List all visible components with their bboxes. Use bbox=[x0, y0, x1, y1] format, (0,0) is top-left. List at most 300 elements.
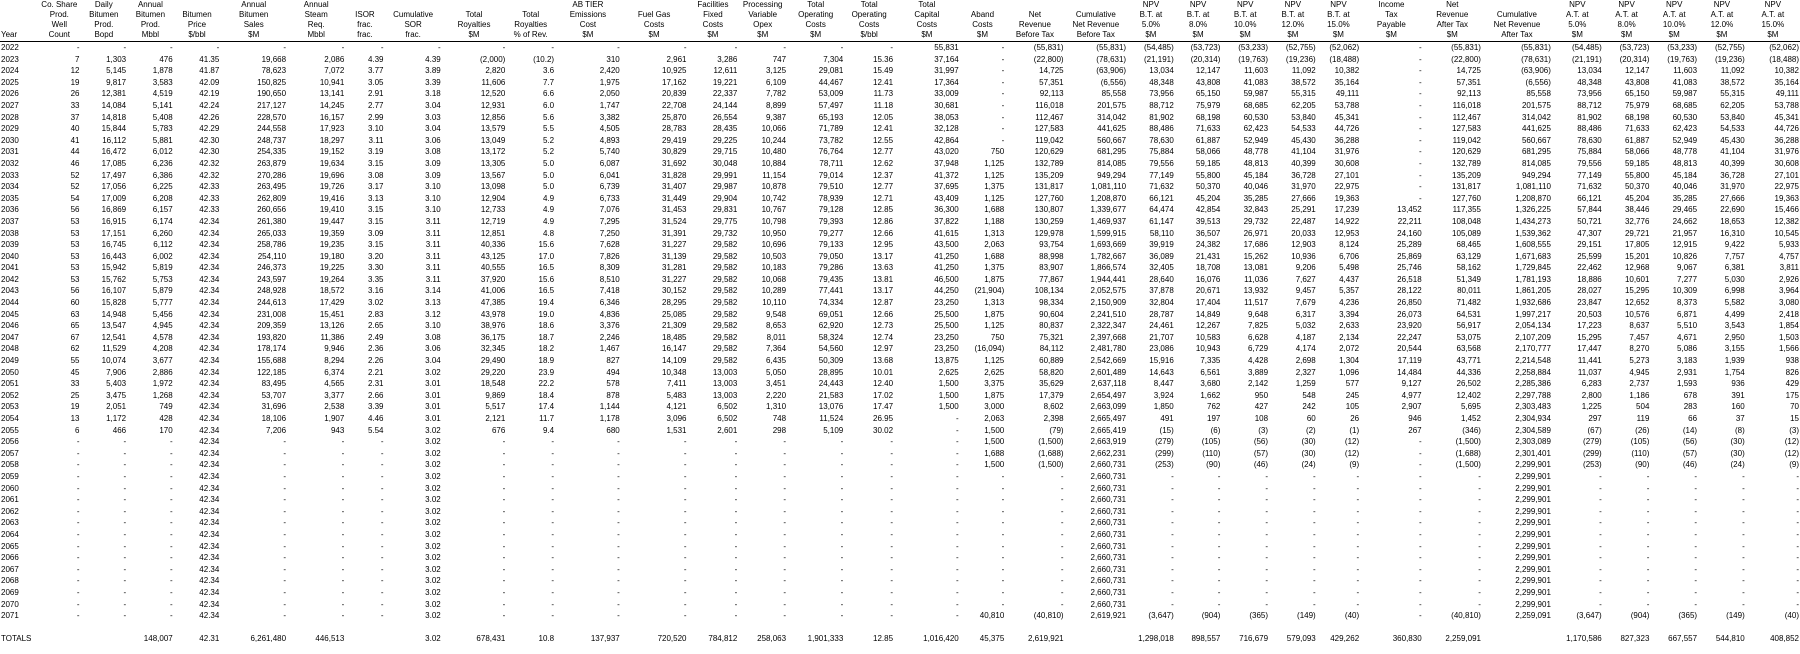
value-cell: - bbox=[1418, 170, 1422, 180]
value-cell: 3,382 bbox=[599, 112, 620, 122]
value-cell: 2,299,901 bbox=[1515, 541, 1551, 551]
value-cell: 79,556 bbox=[1149, 158, 1174, 168]
column-header-cell: Costs bbox=[805, 20, 826, 29]
value-cell: - bbox=[617, 553, 620, 563]
value-cell: 1,125 bbox=[984, 321, 1005, 331]
value-cell: - bbox=[1001, 89, 1005, 99]
value-cell: 29,582 bbox=[712, 263, 738, 273]
value-cell: - bbox=[380, 495, 384, 505]
value-cell: 193,820 bbox=[257, 332, 287, 342]
value-cell: 3.30 bbox=[367, 263, 384, 273]
value-cell: 36,728 bbox=[1291, 170, 1316, 180]
value-cell: 2,134 bbox=[1339, 332, 1360, 342]
value-cell: 2,299,901 bbox=[1515, 471, 1551, 481]
total-cell: 678,431 bbox=[476, 633, 506, 643]
value-cell: 22,975 bbox=[1774, 182, 1799, 192]
value-cell: - bbox=[1313, 564, 1316, 574]
value-cell: 29,419 bbox=[662, 135, 687, 145]
value-cell: 52,949 bbox=[1243, 135, 1269, 145]
value-cell: 35,285 bbox=[1243, 193, 1269, 203]
value-cell: 42.32 bbox=[199, 170, 220, 180]
year-cell: 2050 bbox=[1, 367, 19, 377]
column-header-cell: Royalties bbox=[514, 20, 548, 29]
value-cell: 88,712 bbox=[1577, 100, 1602, 110]
value-cell: 2,063 bbox=[984, 240, 1005, 250]
value-cell: 201,575 bbox=[1097, 100, 1127, 110]
value-cell: 8,309 bbox=[599, 263, 620, 273]
value-cell: 21,583 bbox=[818, 390, 844, 400]
value-cell: - bbox=[1742, 506, 1745, 516]
value-cell: - bbox=[617, 529, 620, 539]
value-cell: 29,582 bbox=[712, 356, 738, 366]
value-cell: - bbox=[956, 495, 959, 505]
value-cell: 7,411 bbox=[667, 379, 687, 389]
value-cell: - bbox=[123, 448, 127, 458]
value-cell: - bbox=[783, 518, 787, 528]
value-cell: - bbox=[1478, 471, 1481, 481]
value-cell: 7,628 bbox=[599, 240, 620, 250]
total-cell: 2,259,091 bbox=[1445, 633, 1481, 643]
value-cell: 31,524 bbox=[662, 216, 687, 226]
value-cell: 16,147 bbox=[662, 344, 687, 354]
value-cell: 71,632 bbox=[1577, 182, 1602, 192]
year-cell: 2024 bbox=[1, 66, 19, 76]
value-cell: - bbox=[683, 564, 687, 574]
value-cell: 2,481,780 bbox=[1090, 344, 1127, 354]
value-cell: 53 bbox=[70, 228, 80, 238]
value-cell: - bbox=[683, 611, 687, 621]
value-cell: 243,597 bbox=[257, 274, 287, 284]
value-cell: 2,301,401 bbox=[1515, 448, 1551, 458]
value-cell: 1,608,555 bbox=[1515, 240, 1551, 250]
value-cell: - bbox=[1742, 564, 1745, 574]
value-cell: 3.02 bbox=[425, 437, 441, 447]
value-cell: 13,003 bbox=[712, 390, 738, 400]
value-cell: 28,295 bbox=[662, 298, 687, 308]
value-cell: - bbox=[170, 506, 173, 516]
value-cell: 1,208,870 bbox=[1090, 193, 1127, 203]
value-cell: - bbox=[170, 564, 173, 574]
value-cell: - bbox=[1265, 483, 1269, 493]
value-cell: 13,034 bbox=[1149, 66, 1174, 76]
value-cell: 19,410 bbox=[319, 205, 345, 215]
value-cell: - bbox=[1313, 483, 1316, 493]
value-cell: 13.17 bbox=[873, 251, 894, 261]
value-cell: 3.04 bbox=[425, 356, 441, 366]
value-cell: (78,631) bbox=[1096, 54, 1127, 64]
value-cell: 45,341 bbox=[1774, 112, 1799, 122]
value-cell: - bbox=[1060, 576, 1064, 586]
value-cell: - bbox=[783, 529, 787, 539]
value-cell: 6,561 bbox=[1200, 367, 1221, 377]
value-cell: 4,945 bbox=[152, 321, 173, 331]
value-cell: 53 bbox=[70, 216, 80, 226]
value-cell: - bbox=[890, 460, 894, 470]
value-cell: 12.41 bbox=[873, 77, 894, 87]
value-cell: 2.49 bbox=[367, 332, 384, 342]
value-cell: 42.34 bbox=[199, 414, 220, 423]
value-cell: 45,204 bbox=[1195, 193, 1221, 203]
value-cell: 79,133 bbox=[818, 240, 844, 250]
value-cell: 3,376 bbox=[599, 321, 620, 331]
value-cell: 14,725 bbox=[1456, 66, 1481, 76]
value-cell: 3.15 bbox=[367, 205, 384, 215]
value-cell: 2,907 bbox=[1401, 402, 1422, 412]
value-cell: - bbox=[1742, 541, 1745, 551]
value-cell: 25,599 bbox=[1577, 251, 1602, 261]
value-cell: 2,660,731 bbox=[1090, 506, 1127, 516]
value-cell: 5,456 bbox=[152, 309, 173, 319]
value-cell: 2,299,901 bbox=[1515, 576, 1551, 586]
value-cell: 2,050 bbox=[599, 89, 620, 99]
value-cell: 504 bbox=[1636, 402, 1650, 412]
value-cell: - bbox=[1646, 599, 1650, 609]
value-cell: 22,487 bbox=[1291, 216, 1316, 226]
value-cell: - bbox=[502, 599, 506, 609]
year-cell: 2069 bbox=[1, 587, 19, 597]
value-cell: 29,582 bbox=[712, 240, 738, 250]
value-cell: - bbox=[1478, 599, 1481, 609]
value-cell: 132,789 bbox=[1452, 158, 1481, 168]
value-cell: - bbox=[956, 529, 959, 539]
value-cell: (63,906) bbox=[1521, 66, 1551, 76]
value-cell: 85,558 bbox=[1101, 89, 1127, 99]
value-cell: 24,461 bbox=[1149, 321, 1174, 331]
value-cell: 2,950 bbox=[1724, 332, 1745, 342]
value-cell: 15,762 bbox=[101, 274, 127, 284]
value-cell: 8,011 bbox=[766, 332, 787, 342]
value-cell: 9,817 bbox=[106, 77, 127, 87]
value-cell: 7,825 bbox=[1248, 321, 1269, 331]
column-header-cell bbox=[1065, 0, 1128, 10]
value-cell: 10,503 bbox=[761, 251, 787, 261]
value-cell: 6,174 bbox=[152, 216, 173, 226]
value-cell: 5,517 bbox=[485, 402, 506, 412]
value-cell: 476 bbox=[159, 54, 173, 64]
value-cell: 43,125 bbox=[480, 251, 506, 261]
value-cell: 3.02 bbox=[425, 483, 441, 493]
header-row bbox=[0, 20, 1800, 30]
value-cell: 71,633 bbox=[1195, 124, 1221, 134]
value-cell: 43,978 bbox=[480, 309, 506, 319]
value-cell: - bbox=[617, 460, 620, 470]
value-cell: 117,355 bbox=[1452, 205, 1481, 215]
value-cell: 190,650 bbox=[257, 89, 287, 99]
value-cell: 10,110 bbox=[762, 298, 787, 308]
value-cell: - bbox=[1171, 506, 1174, 516]
value-cell: 12.55 bbox=[873, 135, 894, 145]
value-cell: - bbox=[956, 553, 959, 563]
total-cell: 1,901,333 bbox=[807, 633, 844, 643]
value-cell: 45 bbox=[70, 367, 80, 377]
value-cell: 10,826 bbox=[1672, 251, 1698, 261]
value-cell: 10,941 bbox=[319, 77, 345, 87]
value-cell: 3.15 bbox=[367, 240, 384, 250]
value-cell: 65 bbox=[70, 321, 80, 331]
value-cell: 36,507 bbox=[1195, 228, 1221, 238]
value-cell: - bbox=[956, 425, 959, 435]
value-cell: (19,236) bbox=[1714, 54, 1745, 64]
value-cell: 3.02 bbox=[425, 599, 441, 609]
value-cell: 42.26 bbox=[199, 112, 220, 122]
year-cell: 2039 bbox=[1, 240, 19, 250]
value-cell: 56 bbox=[70, 286, 80, 296]
value-cell: (90) bbox=[1206, 460, 1221, 470]
column-header-cell: $M bbox=[555, 30, 621, 42]
value-cell: 8,602 bbox=[1043, 402, 1064, 412]
value-cell: - bbox=[1796, 564, 1799, 574]
value-cell: - bbox=[1646, 518, 1650, 528]
table-row bbox=[0, 88, 1800, 100]
value-cell: (46) bbox=[1682, 460, 1698, 470]
value-cell: - bbox=[617, 576, 620, 586]
value-cell: 8,447 bbox=[1153, 379, 1174, 389]
value-cell: 41,083 bbox=[1672, 77, 1698, 87]
value-cell: 429 bbox=[1785, 379, 1799, 389]
value-cell: - bbox=[380, 43, 384, 52]
column-header-cell: $M bbox=[1360, 30, 1423, 42]
value-cell: - bbox=[956, 437, 959, 447]
value-cell: 42.34 bbox=[199, 286, 220, 296]
column-header-cell: Bitumen bbox=[182, 10, 212, 19]
table-row bbox=[0, 425, 1800, 437]
value-cell: - bbox=[617, 448, 620, 458]
value-cell: 53,009 bbox=[818, 89, 844, 99]
value-cell: 27,101 bbox=[1334, 170, 1360, 180]
value-cell: - bbox=[341, 437, 345, 447]
value-cell: 12.66 bbox=[873, 309, 894, 319]
value-cell: - bbox=[1356, 518, 1360, 528]
value-cell: - bbox=[1646, 495, 1650, 505]
value-cell: 1,671,683 bbox=[1515, 251, 1551, 261]
value-cell: 14,849 bbox=[1195, 309, 1221, 319]
value-cell: 8,270 bbox=[1629, 344, 1650, 354]
value-cell: 23,250 bbox=[934, 344, 959, 354]
value-cell: 270,286 bbox=[257, 170, 287, 180]
value-cell: - bbox=[502, 576, 506, 586]
value-cell: - bbox=[1171, 564, 1174, 574]
value-cell: 18.6 bbox=[538, 321, 555, 331]
value-cell: 748 bbox=[772, 414, 787, 423]
value-cell: - bbox=[1217, 541, 1221, 551]
header-row bbox=[0, 0, 1800, 10]
value-cell: 1,188 bbox=[984, 216, 1005, 226]
value-cell: 4,505 bbox=[599, 124, 620, 134]
value-cell: - bbox=[1356, 599, 1360, 609]
value-cell: 31,976 bbox=[1334, 147, 1360, 157]
column-header-cell: Annual bbox=[137, 0, 163, 9]
value-cell: 14,109 bbox=[662, 356, 687, 366]
column-header-cell: % of Rev. bbox=[506, 30, 555, 42]
value-cell: 3,680 bbox=[1200, 379, 1221, 389]
value-cell: 8,510 bbox=[599, 274, 620, 284]
value-cell: - bbox=[1796, 506, 1799, 516]
value-cell: 9,422 bbox=[1724, 240, 1745, 250]
table-row bbox=[0, 320, 1800, 332]
value-cell: 1,208,870 bbox=[1515, 193, 1551, 203]
value-cell: 2,660,731 bbox=[1090, 483, 1127, 493]
year-cell: 2054 bbox=[1, 414, 19, 423]
value-cell: - bbox=[76, 471, 80, 481]
value-cell: 45,430 bbox=[1291, 135, 1316, 145]
value-cell: 2,297,788 bbox=[1515, 390, 1551, 400]
value-cell: 30,048 bbox=[712, 158, 738, 168]
column-header-cell: $M bbox=[1269, 30, 1317, 42]
value-cell: 119,042 bbox=[1452, 135, 1481, 145]
value-cell: (21,904) bbox=[974, 286, 1005, 296]
value-cell: - bbox=[1313, 495, 1316, 505]
value-cell: 6,386 bbox=[152, 170, 173, 180]
value-cell: 63,129 bbox=[1456, 251, 1481, 261]
value-cell: 950 bbox=[1254, 390, 1269, 400]
column-header-cell: 8.0% bbox=[1188, 20, 1208, 29]
value-cell: - bbox=[783, 471, 787, 481]
value-cell: (9) bbox=[1789, 460, 1799, 470]
value-cell: 62 bbox=[70, 344, 80, 354]
value-cell: 42.33 bbox=[199, 182, 220, 192]
value-cell: 3.02 bbox=[425, 495, 441, 505]
value-cell: - bbox=[1646, 564, 1650, 574]
value-cell: 37 bbox=[70, 112, 80, 122]
value-cell: 578 bbox=[606, 379, 620, 389]
column-header-cell: $M bbox=[1603, 30, 1651, 42]
value-cell: - bbox=[1001, 124, 1005, 134]
value-cell: 8,124 bbox=[1339, 240, 1360, 250]
total-cell: 784,812 bbox=[708, 633, 738, 643]
value-cell: 4,428 bbox=[1248, 356, 1269, 366]
column-header-cell: 15.0% bbox=[1327, 20, 1350, 29]
value-cell: 16,745 bbox=[101, 240, 127, 250]
column-header-cell: NPV bbox=[1236, 0, 1254, 9]
value-cell: 31,281 bbox=[662, 263, 687, 273]
value-cell: - bbox=[956, 460, 959, 470]
value-cell: 24,443 bbox=[818, 379, 844, 389]
value-cell: 35,164 bbox=[1774, 77, 1799, 87]
column-header-cell: frac. bbox=[385, 30, 442, 42]
value-cell: 10,936 bbox=[1291, 251, 1316, 261]
value-cell: 33 bbox=[70, 100, 80, 110]
value-cell: 3.02 bbox=[425, 541, 441, 551]
column-header-cell: Steam bbox=[304, 10, 328, 19]
value-cell: - bbox=[617, 587, 620, 597]
value-cell: 1,866,574 bbox=[1090, 263, 1127, 273]
value-cell: 108 bbox=[1254, 414, 1269, 423]
value-cell: 4,977 bbox=[1401, 390, 1422, 400]
value-cell: 22,975 bbox=[1334, 182, 1360, 192]
value-cell: (279) bbox=[1155, 437, 1174, 447]
value-cell: 749 bbox=[159, 402, 173, 412]
value-cell: - bbox=[502, 541, 506, 551]
value-cell: 3.08 bbox=[425, 147, 441, 157]
value-cell: - bbox=[1001, 506, 1005, 516]
column-header-cell: Costs bbox=[916, 20, 938, 29]
value-cell: (19,236) bbox=[1285, 54, 1316, 64]
total-cell: 716,679 bbox=[1239, 633, 1269, 643]
value-cell: 42.34 bbox=[199, 309, 220, 319]
value-cell: - bbox=[840, 483, 844, 493]
value-cell: 10,480 bbox=[761, 147, 787, 157]
value-cell: 2,299,901 bbox=[1515, 495, 1551, 505]
value-cell: 314,042 bbox=[1097, 112, 1127, 122]
value-cell: - bbox=[734, 483, 738, 493]
value-cell: - bbox=[1171, 495, 1174, 505]
value-cell: 15.49 bbox=[873, 66, 894, 76]
value-cell: 42.34 bbox=[199, 587, 220, 597]
value-cell: (30) bbox=[1730, 437, 1745, 447]
value-cell: 4,437 bbox=[1339, 274, 1360, 284]
value-cell: 58,820 bbox=[1039, 367, 1064, 377]
value-cell: 2,660,731 bbox=[1090, 495, 1127, 505]
value-cell: 40,399 bbox=[1291, 158, 1316, 168]
value-cell: 8,653 bbox=[766, 321, 787, 331]
value-cell: 2,538 bbox=[324, 402, 345, 412]
value-cell: 31,696 bbox=[261, 402, 287, 412]
value-cell: - bbox=[502, 553, 506, 563]
value-cell: 1,850 bbox=[1153, 402, 1174, 412]
value-cell: 4,836 bbox=[599, 309, 620, 319]
value-cell: 2.65 bbox=[367, 321, 384, 331]
value-cell: 3.11 bbox=[425, 251, 441, 261]
table-row bbox=[0, 332, 1800, 344]
value-cell: - bbox=[890, 541, 894, 551]
value-cell: (299) bbox=[1155, 448, 1174, 458]
value-cell: - bbox=[76, 506, 80, 516]
value-cell: 84,112 bbox=[1039, 344, 1064, 354]
value-cell: - bbox=[1265, 518, 1269, 528]
value-cell: 15,942 bbox=[101, 263, 127, 273]
value-cell: (6,556) bbox=[1525, 77, 1551, 87]
table-row bbox=[0, 204, 1800, 216]
year-cell: 2045 bbox=[1, 309, 19, 319]
value-cell: - bbox=[890, 43, 894, 52]
value-cell: - bbox=[76, 460, 80, 470]
value-cell: 13,305 bbox=[480, 158, 506, 168]
value-cell: 2,054,134 bbox=[1515, 321, 1551, 331]
value-cell: - bbox=[1060, 518, 1064, 528]
value-cell: 42.09 bbox=[199, 77, 220, 87]
value-cell: - bbox=[502, 460, 506, 470]
value-cell: 29,151 bbox=[1577, 240, 1602, 250]
value-cell: 1,878 bbox=[152, 66, 173, 76]
value-cell: 5,740 bbox=[599, 147, 620, 157]
value-cell: 3.10 bbox=[367, 124, 384, 134]
value-cell: (12) bbox=[1344, 448, 1360, 458]
value-cell: 1,186 bbox=[1629, 390, 1650, 400]
column-header-cell: Costs bbox=[702, 20, 724, 29]
value-cell: (2) bbox=[1305, 425, 1316, 435]
column-header-cell: AB TIER bbox=[572, 0, 604, 9]
table-row bbox=[0, 216, 1800, 228]
value-cell: 12,611 bbox=[713, 66, 738, 76]
value-cell: - bbox=[123, 495, 127, 505]
value-cell: - bbox=[683, 541, 687, 551]
value-cell: 1,932,686 bbox=[1515, 298, 1551, 308]
value-cell: 6,706 bbox=[1339, 251, 1360, 261]
value-cell: (21,191) bbox=[1571, 54, 1602, 64]
value-cell: 42.34 bbox=[199, 390, 220, 400]
value-cell: 1,939 bbox=[1724, 356, 1745, 366]
value-cell: 29,582 bbox=[712, 344, 738, 354]
value-cell: 42.34 bbox=[199, 367, 220, 377]
value-cell: - bbox=[551, 43, 555, 52]
value-cell: 27,101 bbox=[1774, 170, 1799, 180]
table-row bbox=[0, 529, 1800, 541]
value-cell: - bbox=[1217, 576, 1221, 586]
column-header-cell: NPV bbox=[1330, 0, 1347, 9]
value-cell: 2,107,209 bbox=[1515, 332, 1551, 342]
value-cell: - bbox=[1418, 611, 1422, 621]
value-cell: 42.34 bbox=[199, 379, 220, 389]
